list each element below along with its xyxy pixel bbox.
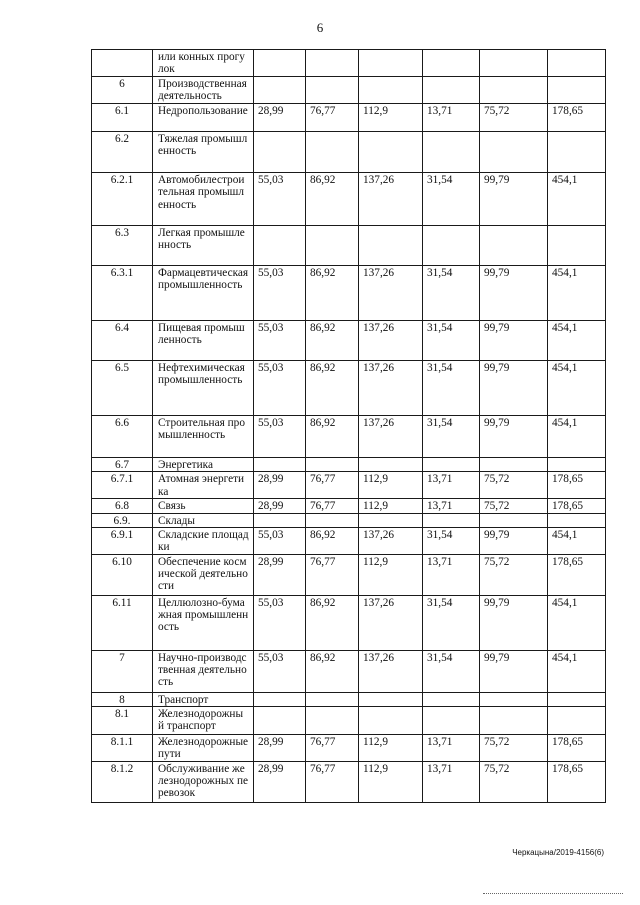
value-cell bbox=[306, 513, 359, 527]
value-cell bbox=[359, 692, 423, 706]
value-cell bbox=[548, 50, 606, 77]
row-code: 7 bbox=[92, 650, 153, 692]
row-code: 6.8 bbox=[92, 499, 153, 513]
value-cell: 55,03 bbox=[254, 173, 306, 226]
value-cell: 99,79 bbox=[480, 321, 548, 361]
value-cell: 55,03 bbox=[254, 595, 306, 650]
row-code: 6.1 bbox=[92, 104, 153, 132]
row-name: Тяжелая промышленность bbox=[153, 132, 254, 173]
value-cell bbox=[548, 707, 606, 735]
value-cell bbox=[359, 226, 423, 266]
table-row bbox=[92, 77, 606, 104]
value-cell bbox=[480, 132, 548, 173]
table-body bbox=[92, 50, 606, 803]
value-cell: 55,03 bbox=[254, 650, 306, 692]
value-cell bbox=[423, 226, 480, 266]
row-code: 6.7 bbox=[92, 458, 153, 472]
row-name: Научно-производственная деятельность bbox=[153, 650, 254, 692]
row-name: Транспорт bbox=[153, 692, 254, 706]
value-cell: 137,26 bbox=[359, 527, 423, 554]
value-cell: 55,03 bbox=[254, 416, 306, 458]
value-cell: 99,79 bbox=[480, 595, 548, 650]
row-code: 6.4 bbox=[92, 321, 153, 361]
value-cell: 86,92 bbox=[306, 416, 359, 458]
value-cell bbox=[254, 458, 306, 472]
table-row bbox=[92, 513, 606, 527]
value-cell bbox=[254, 226, 306, 266]
value-cell bbox=[254, 50, 306, 77]
value-cell: 454,1 bbox=[548, 321, 606, 361]
value-cell bbox=[548, 226, 606, 266]
row-name: Складские площадки bbox=[153, 527, 254, 554]
value-cell: 75,72 bbox=[480, 554, 548, 595]
value-cell: 178,65 bbox=[548, 761, 606, 802]
row-name: Нефтехимическая промышленность bbox=[153, 361, 254, 416]
document-reference: Черкацына/2019-4156(6) bbox=[512, 848, 604, 857]
value-cell: 86,92 bbox=[306, 650, 359, 692]
row-code: 6.2 bbox=[92, 132, 153, 173]
value-cell: 28,99 bbox=[254, 499, 306, 513]
value-cell: 137,26 bbox=[359, 650, 423, 692]
value-cell bbox=[359, 513, 423, 527]
value-cell bbox=[359, 77, 423, 104]
value-cell: 454,1 bbox=[548, 416, 606, 458]
value-cell bbox=[254, 707, 306, 735]
row-name: Автомобилестроительная промышленность bbox=[153, 173, 254, 226]
row-code: 6.2.1 bbox=[92, 173, 153, 226]
value-cell bbox=[548, 132, 606, 173]
row-code: 6.3 bbox=[92, 226, 153, 266]
table-row bbox=[92, 761, 606, 802]
value-cell: 31,54 bbox=[423, 416, 480, 458]
row-name: Строительная промышленность bbox=[153, 416, 254, 458]
value-cell bbox=[423, 50, 480, 77]
value-cell: 13,71 bbox=[423, 499, 480, 513]
row-code: 8.1 bbox=[92, 707, 153, 735]
value-cell bbox=[306, 226, 359, 266]
value-cell: 454,1 bbox=[548, 595, 606, 650]
value-cell bbox=[548, 513, 606, 527]
value-cell bbox=[359, 50, 423, 77]
value-cell: 75,72 bbox=[480, 499, 548, 513]
value-cell: 454,1 bbox=[548, 527, 606, 554]
value-cell: 55,03 bbox=[254, 527, 306, 554]
value-cell: 76,77 bbox=[306, 472, 359, 499]
value-cell: 178,65 bbox=[548, 472, 606, 499]
value-cell: 55,03 bbox=[254, 361, 306, 416]
value-cell bbox=[480, 707, 548, 735]
value-cell: 31,54 bbox=[423, 361, 480, 416]
value-cell: 178,65 bbox=[548, 499, 606, 513]
row-name: Атомная энергетика bbox=[153, 472, 254, 499]
value-cell: 112,9 bbox=[359, 761, 423, 802]
row-name: Целлюлозно-бумажная промышленность bbox=[153, 595, 254, 650]
table-row bbox=[92, 707, 606, 735]
value-cell bbox=[548, 458, 606, 472]
value-cell: 112,9 bbox=[359, 735, 423, 762]
value-cell: 137,26 bbox=[359, 595, 423, 650]
table-row bbox=[92, 173, 606, 226]
value-cell: 76,77 bbox=[306, 554, 359, 595]
row-code: 6.9.1 bbox=[92, 527, 153, 554]
value-cell bbox=[306, 77, 359, 104]
value-cell bbox=[480, 458, 548, 472]
row-name: Железнодорожный транспорт bbox=[153, 707, 254, 735]
row-code: 6.5 bbox=[92, 361, 153, 416]
row-name: Пищевая промышленность bbox=[153, 321, 254, 361]
value-cell: 454,1 bbox=[548, 650, 606, 692]
value-cell: 137,26 bbox=[359, 361, 423, 416]
row-name: Энергетика bbox=[153, 458, 254, 472]
value-cell: 178,65 bbox=[548, 735, 606, 762]
value-cell bbox=[306, 50, 359, 77]
row-code: 6.9. bbox=[92, 513, 153, 527]
value-cell: 28,99 bbox=[254, 472, 306, 499]
table-row bbox=[92, 595, 606, 650]
value-cell bbox=[306, 707, 359, 735]
value-cell bbox=[423, 707, 480, 735]
row-name: Производственная деятельность bbox=[153, 77, 254, 104]
value-cell: 112,9 bbox=[359, 554, 423, 595]
value-cell bbox=[254, 692, 306, 706]
value-cell: 112,9 bbox=[359, 499, 423, 513]
table-row bbox=[92, 527, 606, 554]
value-cell: 454,1 bbox=[548, 173, 606, 226]
row-name: Легкая промышленность bbox=[153, 226, 254, 266]
row-code: 6 bbox=[92, 77, 153, 104]
value-cell: 99,79 bbox=[480, 416, 548, 458]
row-name: Связь bbox=[153, 499, 254, 513]
value-cell: 99,79 bbox=[480, 650, 548, 692]
value-cell bbox=[480, 77, 548, 104]
row-code bbox=[92, 50, 153, 77]
table-row bbox=[92, 226, 606, 266]
row-code: 6.6 bbox=[92, 416, 153, 458]
table-row bbox=[92, 472, 606, 499]
value-cell bbox=[480, 692, 548, 706]
row-code: 6.3.1 bbox=[92, 266, 153, 321]
value-cell bbox=[548, 77, 606, 104]
value-cell: 86,92 bbox=[306, 361, 359, 416]
value-cell bbox=[254, 77, 306, 104]
value-cell: 31,54 bbox=[423, 650, 480, 692]
value-cell: 75,72 bbox=[480, 104, 548, 132]
value-cell: 28,99 bbox=[254, 104, 306, 132]
tariff-table bbox=[91, 49, 606, 803]
value-cell bbox=[306, 132, 359, 173]
value-cell bbox=[480, 226, 548, 266]
value-cell bbox=[254, 513, 306, 527]
table-row bbox=[92, 361, 606, 416]
value-cell: 454,1 bbox=[548, 266, 606, 321]
row-code: 6.11 bbox=[92, 595, 153, 650]
value-cell: 13,71 bbox=[423, 104, 480, 132]
value-cell: 75,72 bbox=[480, 735, 548, 762]
value-cell: 86,92 bbox=[306, 321, 359, 361]
row-name: Фармацевтическая промышленность bbox=[153, 266, 254, 321]
value-cell: 454,1 bbox=[548, 361, 606, 416]
footer-divider bbox=[483, 893, 623, 894]
value-cell: 76,77 bbox=[306, 761, 359, 802]
table-row bbox=[92, 266, 606, 321]
value-cell: 55,03 bbox=[254, 266, 306, 321]
value-cell bbox=[548, 692, 606, 706]
value-cell: 31,54 bbox=[423, 595, 480, 650]
row-name: Обеспечение космической деятельности bbox=[153, 554, 254, 595]
value-cell: 28,99 bbox=[254, 554, 306, 595]
value-cell: 86,92 bbox=[306, 595, 359, 650]
table-row bbox=[92, 104, 606, 132]
value-cell bbox=[254, 132, 306, 173]
value-cell bbox=[306, 692, 359, 706]
row-name: Обслуживание железнодорожных перевозок bbox=[153, 761, 254, 802]
value-cell bbox=[306, 458, 359, 472]
table-row bbox=[92, 458, 606, 472]
row-name: Железнодорожные пути bbox=[153, 735, 254, 762]
value-cell bbox=[423, 692, 480, 706]
table-row bbox=[92, 132, 606, 173]
table-row bbox=[92, 416, 606, 458]
value-cell: 99,79 bbox=[480, 173, 548, 226]
value-cell: 137,26 bbox=[359, 173, 423, 226]
value-cell: 137,26 bbox=[359, 416, 423, 458]
value-cell: 13,71 bbox=[423, 472, 480, 499]
row-code: 8.1.1 bbox=[92, 735, 153, 762]
value-cell bbox=[423, 458, 480, 472]
value-cell bbox=[423, 513, 480, 527]
value-cell: 31,54 bbox=[423, 321, 480, 361]
value-cell: 99,79 bbox=[480, 361, 548, 416]
value-cell bbox=[359, 707, 423, 735]
row-code: 6.10 bbox=[92, 554, 153, 595]
value-cell bbox=[359, 458, 423, 472]
value-cell: 86,92 bbox=[306, 527, 359, 554]
value-cell bbox=[359, 132, 423, 173]
row-name: или конных прогулок bbox=[153, 50, 254, 77]
value-cell bbox=[480, 513, 548, 527]
value-cell: 178,65 bbox=[548, 554, 606, 595]
value-cell bbox=[423, 77, 480, 104]
value-cell: 55,03 bbox=[254, 321, 306, 361]
value-cell: 28,99 bbox=[254, 761, 306, 802]
table-row bbox=[92, 554, 606, 595]
value-cell: 31,54 bbox=[423, 173, 480, 226]
table-row bbox=[92, 50, 606, 77]
value-cell: 76,77 bbox=[306, 499, 359, 513]
value-cell: 76,77 bbox=[306, 104, 359, 132]
value-cell: 75,72 bbox=[480, 761, 548, 802]
value-cell: 13,71 bbox=[423, 761, 480, 802]
value-cell: 99,79 bbox=[480, 266, 548, 321]
value-cell: 75,72 bbox=[480, 472, 548, 499]
value-cell: 28,99 bbox=[254, 735, 306, 762]
value-cell: 31,54 bbox=[423, 527, 480, 554]
row-code: 6.7.1 bbox=[92, 472, 153, 499]
table-row bbox=[92, 692, 606, 706]
value-cell: 76,77 bbox=[306, 735, 359, 762]
page-number: 6 bbox=[316, 20, 324, 35]
value-cell bbox=[423, 132, 480, 173]
table-row bbox=[92, 499, 606, 513]
table-row bbox=[92, 735, 606, 762]
row-name: Склады bbox=[153, 513, 254, 527]
row-code: 8.1.2 bbox=[92, 761, 153, 802]
value-cell: 99,79 bbox=[480, 527, 548, 554]
value-cell: 137,26 bbox=[359, 266, 423, 321]
value-cell bbox=[480, 50, 548, 77]
table-row bbox=[92, 650, 606, 692]
value-cell: 13,71 bbox=[423, 735, 480, 762]
row-code: 8 bbox=[92, 692, 153, 706]
value-cell: 178,65 bbox=[548, 104, 606, 132]
value-cell: 137,26 bbox=[359, 321, 423, 361]
value-cell: 13,71 bbox=[423, 554, 480, 595]
value-cell: 31,54 bbox=[423, 266, 480, 321]
value-cell: 86,92 bbox=[306, 266, 359, 321]
value-cell: 86,92 bbox=[306, 173, 359, 226]
table-row bbox=[92, 321, 606, 361]
value-cell: 112,9 bbox=[359, 472, 423, 499]
value-cell: 112,9 bbox=[359, 104, 423, 132]
row-name: Недропользование bbox=[153, 104, 254, 132]
